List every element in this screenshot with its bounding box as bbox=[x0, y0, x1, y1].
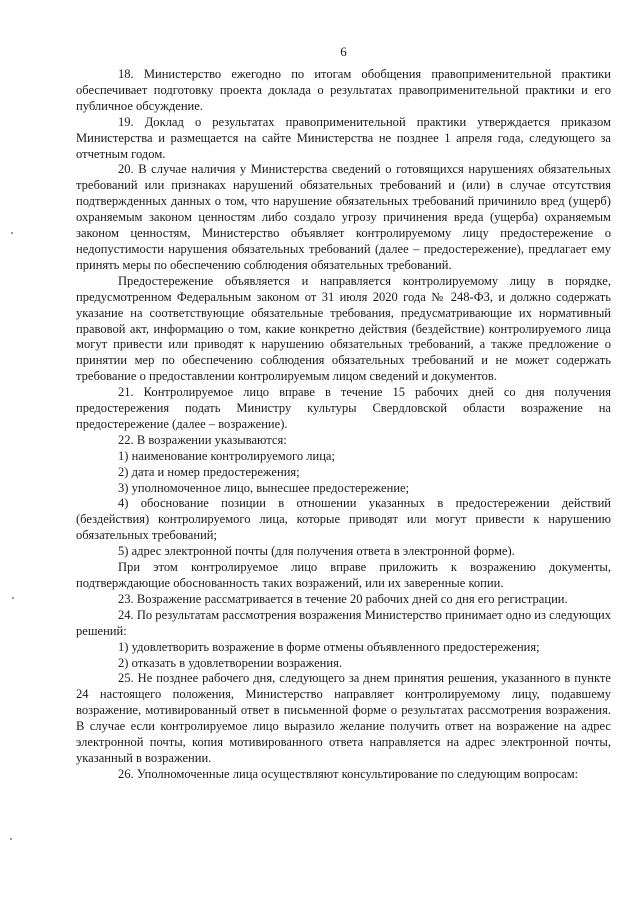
paragraph-26: 26. Уполномоченные лица осуществляют консультирование по следующим вопросам: bbox=[118, 766, 579, 781]
paragraph-25: 25. Не позднее рабочего дня, следующего за днем принятия решения, указанного в пункте 24 настоящего положения, Министерство направляет контролируемому лицу, подавшему возражение, мотивированный ответ в письменной форме о результатах рассмотрения возражения. В случае если контролируемое лицо выразило желание получить ответ на возражение на адрес электронной почты, копия мотивированного ответа направляется на адрес электронной почты, указанный в возражении. bbox=[76, 671, 611, 765]
list-item-22-4: 4) обоснование позиции в отношении указанных в предостережении действий (бездействия) контролируемого лица, которые приводят или могут привести к нарушению обязательных требований; bbox=[76, 496, 611, 543]
scan-speck bbox=[12, 597, 14, 599]
list-item-22-5: 5) адрес электронной почты (для получения ответа в электронной форме). bbox=[118, 544, 515, 559]
paragraph-19: 19. Доклад о результатах правоприменительной практики утверждается приказом Министерства и размещается на сайте Министерства не позднее 1 апреля года, следующего за отчетным годом. bbox=[76, 114, 611, 161]
paragraph-warning-procedure: Предостережение объявляется и направляется контролируемому лицу в порядке, предусмотренном Федеральным законом от 31 июля 2020 года № 248-ФЗ, и должно содержать указание на соответствующие обязательные требования, предусматривающие их нормативный правовой акт, информацию о том, какие конкретно действия (бездействие) контролируемого лица могут привести или приводят к нарушению обязательных требований, а также предложение о принятии мер по обеспечению соблюдения обязательных требований и не может содержать требование о предоставлении контролируемым лицом сведений и документов. bbox=[76, 273, 611, 384]
page-number: 6 bbox=[340, 44, 347, 59]
list-item-22-3: 3) уполномоченное лицо, вынесшее предостережение; bbox=[118, 480, 410, 495]
paragraph-22: 22. В возражении указываются: bbox=[118, 432, 287, 447]
list-item-22-1: 1) наименование контролируемого лица; bbox=[118, 448, 335, 463]
paragraph-attachments: При этом контролируемое лицо вправе приложить к возражению документы, подтверждающие обоснованность таких возражений, или их заверенные копии. bbox=[76, 560, 611, 590]
paragraph-20: 20. В случае наличия у Министерства сведений о готовящихся нарушениях обязательных требований или признаках нарушений обязательных требований и (или) в случае отсутствия подтвержденных данных о том, что нарушение обязательных требований причинило вред (ущерб) охраняемым законом ценностям либо создало угрозу причинения вреда (ущерба) охраняемым законом ценностям, Министерство объявляет контролируемому лицу предостережение о недопустимости нарушения обязательных требований (далее – предостережение), предлагает ему принять меры по обеспечению соблюдения обязательных требований. bbox=[76, 162, 611, 272]
paragraph-23: 23. Возражение рассматривается в течение 20 рабочих дней со дня его регистрации. bbox=[118, 591, 568, 606]
list-item-24-2: 2) отказать в удовлетворении возражения. bbox=[118, 655, 343, 670]
paragraph-18: 18. Министерство ежегодно по итогам обобщения правоприменительной практики обеспечивает подготовку проекта доклада о результатах правоприменительной практики и его публичное обсуждение. bbox=[76, 67, 611, 113]
paragraph-24: 24. По результатам рассмотрения возражения Министерство принимает одно из следующих решений: bbox=[76, 607, 611, 638]
list-item-22-2: 2) дата и номер предостережения; bbox=[118, 464, 300, 479]
list-item-24-1: 1) удовлетворить возражение в форме отмены объявленного предостережения; bbox=[118, 639, 540, 654]
paragraph-21: 21. Контролируемое лицо вправе в течение 15 рабочих дней со дня получения предостережения подать Министру культуры Свердловской области возражение на предостережение (далее – возражение). bbox=[76, 385, 611, 431]
scan-speck bbox=[10, 838, 12, 840]
scan-speck bbox=[11, 232, 13, 234]
